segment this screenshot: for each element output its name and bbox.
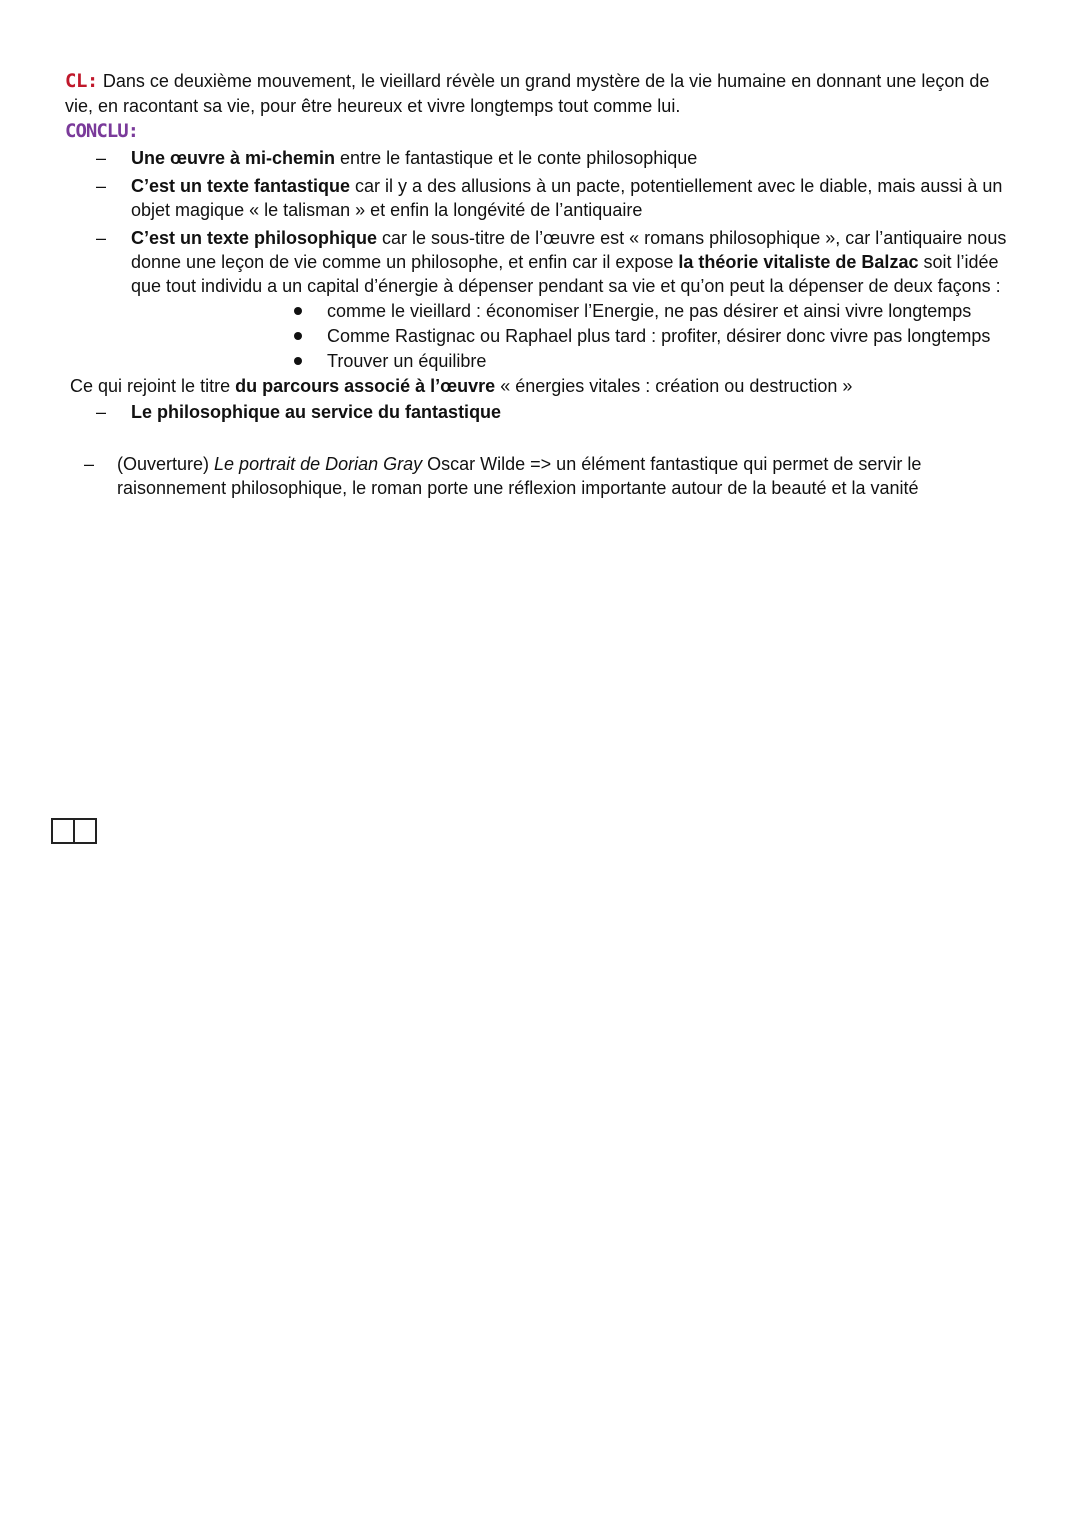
ouverture-title: Le portrait de Dorian Gray	[214, 454, 423, 474]
bullet-item-vieillard: comme le vieillard : économiser l’Energie, ne pas désirer et ainsi vivre longtemps	[327, 301, 972, 321]
list-item-philosophique-line-3: que tout individu a un capital d’énergie à dépenser pendant sa vie et qu’on peut la dépenser de deux façons :	[131, 276, 1001, 296]
cl-text-line-1: Dans ce deuxième mouvement, le vieillard révèle un grand mystère de la vie humaine en donnant une leçon de	[97, 71, 990, 91]
rejoint-a: Ce qui rejoint le titre	[70, 376, 236, 396]
list-item-philosophique-line-2	[131, 250, 999, 274]
list-item-fantastique-line-2: objet magique « le talisman » et enfin la longévité de l’antiquaire	[131, 200, 643, 220]
conclu-colon: :	[127, 120, 139, 142]
list-item-fantastique-line-1	[131, 174, 1002, 198]
dash-marker: –	[96, 148, 107, 168]
list-item-philo-service	[131, 400, 501, 424]
conclu-heading	[65, 119, 138, 143]
item3-line2-b: soit l’idée	[918, 252, 999, 272]
dash-marker: –	[96, 176, 107, 196]
dash-marker: –	[84, 454, 95, 474]
list-item-oeuvre	[131, 146, 697, 170]
bullet-item-rastignac: Comme Rastignac ou Raphael plus tard : profiter, désirer donc vivre pas longtemps	[327, 326, 991, 346]
item2-text: car il y a des allusions à un pacte, potentiellement avec le diable, mais aussi à un	[350, 176, 1003, 196]
conclu-label: CONCLU	[65, 120, 128, 142]
item3-bold: C’est un texte philosophique	[131, 228, 378, 248]
checkbox-left[interactable]	[51, 818, 75, 844]
bullet-item-equilibre: Trouver un équilibre	[327, 351, 487, 371]
bullet-marker	[294, 307, 302, 315]
bullet-marker	[294, 357, 302, 365]
item3-text: car le sous-titre de l’œuvre est « romans philosophique », car l’antiquaire nous	[377, 228, 1007, 248]
dash-marker: –	[96, 402, 107, 422]
item3-line2-bold: la théorie vitaliste de Balzac	[678, 252, 919, 272]
ouverture-line-2: raisonnement philosophique, le roman porte une réflexion importante autour de la beauté et la vanité	[117, 478, 919, 498]
cl-label: CL	[65, 70, 87, 92]
ouverture-line-1	[117, 452, 921, 476]
dash-marker: –	[96, 228, 107, 248]
rejoint-b: « énergies vitales : création ou destruction »	[495, 376, 853, 396]
cl-colon: :	[86, 70, 98, 92]
bullet-marker	[294, 332, 302, 340]
rejoint-paragraph	[70, 374, 852, 398]
ouverture-b: Oscar Wilde => un élément fantastique qui permet de servir le	[422, 454, 922, 474]
item4-bold: Le philosophique au service du fantastique	[131, 402, 502, 422]
item3-line2-a: donne une leçon de vie comme un philosophe, et enfin car il expose	[131, 252, 679, 272]
rejoint-bold: du parcours associé à l’œuvre	[235, 376, 496, 396]
item1-text: entre le fantastique et le conte philosophique	[335, 148, 698, 168]
ouverture-a: (Ouverture)	[117, 454, 215, 474]
item1-bold: Une œuvre à mi-chemin	[131, 148, 336, 168]
cl-paragraph-line-1	[65, 69, 989, 93]
checkbox-right[interactable]	[73, 818, 97, 844]
item2-bold: C’est un texte fantastique	[131, 176, 351, 196]
list-item-philosophique-line-1	[131, 226, 1006, 250]
cl-text-line-2: vie, en racontant sa vie, pour être heureux et vivre longtemps tout comme lui.	[65, 96, 681, 116]
checkbox-group	[51, 818, 97, 844]
